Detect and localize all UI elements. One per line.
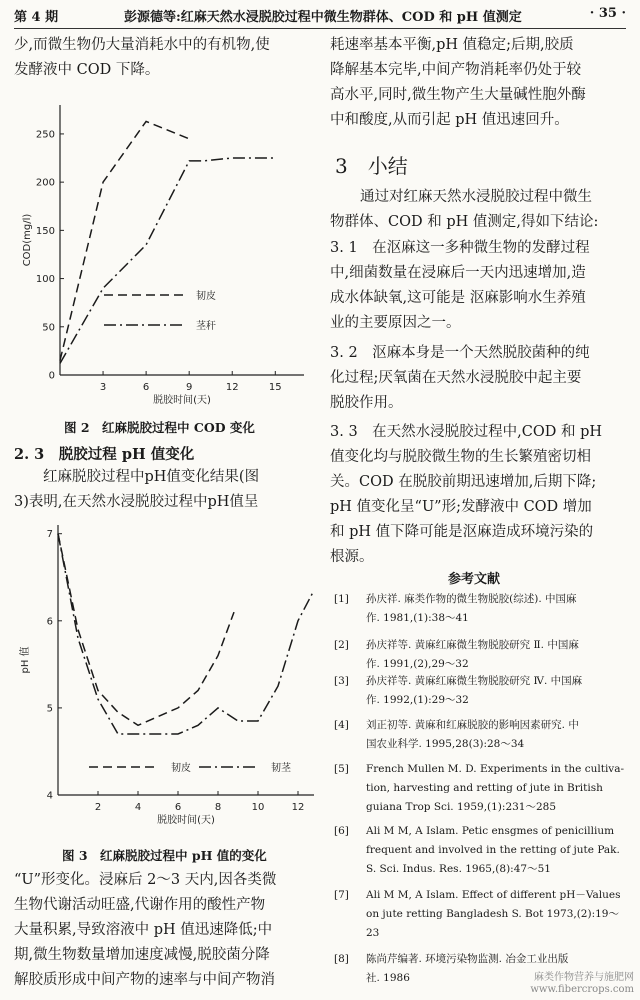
y-tick-label: 0 <box>48 370 55 382</box>
x-tick-label: 6 <box>174 802 182 813</box>
y-tick-label: 50 <box>42 322 55 334</box>
x-tick-label: 6 <box>142 382 150 393</box>
series-line-2 <box>60 158 275 363</box>
legend-label: 韧皮 <box>171 763 191 774</box>
y-tick-label: 4 <box>46 790 53 802</box>
fig3-caption: 图 3 红麻脱胶过程中 pH 值的变化 <box>62 848 267 863</box>
legend-label: 茎秆 <box>196 321 216 332</box>
left-para-3: “U”形变化。浸麻后 2～3 天内,因各类微 生物代谢活动旺盛,代谢作用的酸性产物 大量积累,导致溶液中 pH 值迅速降低;中 期,微生物数量增加速度减慢,脱胶菌分降 解胶质形成中间产物的速率与中间产物消 <box>14 872 277 988</box>
y-tick-label: 7 <box>46 529 53 541</box>
section-2-3-heading: 2. 3 脱胶过程 pH 值变化 <box>14 446 195 463</box>
conclusion-3-1: 3. 1 在沤麻这一多种微生物的发酵过程 中,细菌数量在浸麻后一天内迅速增加,造 成水体缺氧,这可能是 沤麻影响水生养殖 业的主要原因之一。 <box>330 240 590 331</box>
references-heading: 参考文献 <box>448 572 501 587</box>
x-axis-label: 脱胶时间(天) <box>153 395 211 406</box>
series-line-1 <box>60 121 189 360</box>
x-tick-label: 10 <box>251 802 265 813</box>
legend-label: 韧皮 <box>196 291 216 302</box>
fig2-caption: 图 2 红麻脱胶过程中 COD 变化 <box>64 420 255 435</box>
x-tick-label: 12 <box>225 382 239 393</box>
y-tick-label: 250 <box>35 129 55 141</box>
running-header <box>14 6 626 28</box>
x-axis-label: 脱胶时间(天) <box>157 815 215 826</box>
x-tick-label: 12 <box>291 802 305 813</box>
x-tick-label: 9 <box>185 382 193 393</box>
series-line-2 <box>58 534 314 734</box>
x-tick-label: 2 <box>94 802 102 813</box>
legend-label: 韧茎 <box>271 763 291 774</box>
y-tick-label: 200 <box>35 177 55 189</box>
left-para-1: 少,而微生物仍大量消耗水中的有机物,使 发酵液中 COD 下降。 <box>14 37 270 78</box>
y-axis-label: COD(mg/l) <box>22 213 33 267</box>
conclusion-3-2: 3. 2 沤麻本身是一个天然脱胶菌种的纯 化过程;厌氧菌在天然水浸脱胶中起主要 脱胶作用。 <box>330 345 590 411</box>
y-tick-label: 100 <box>35 274 55 286</box>
header-rule <box>14 28 626 29</box>
ph-chart <box>14 515 320 840</box>
x-tick-label: 15 <box>268 382 282 393</box>
left-para-2: 红麻脱胶过程中pH值变化结果(图 3)表明,在天然水浸脱胶过程中pH值呈 <box>14 469 260 510</box>
y-axis-label: pH 值 <box>20 646 31 674</box>
series-line-1 <box>58 534 234 726</box>
x-tick-label: 8 <box>214 802 222 813</box>
x-tick-label: 4 <box>134 802 142 813</box>
running-title: 彭源德等:红麻天然水浸脱胶过程中微生物群体、COD 和 pH 值测定 <box>124 10 522 25</box>
conclusion-3-3: 3. 3 在天然水浸脱胶过程中,COD 和 pH 值变化均与脱胶微生物的生长繁殖密切相 关。COD 在脱胶前期迅速增加,后期下降; pH 值变化呈“U”形;发酵液中 COD 增加 和 pH 值下降可能是沤麻造成环境污染的 根源。 <box>330 424 603 565</box>
right-para-1: 耗速率基本平衡,pH 值稳定;后期,胶质 降解基本完毕,中间产物消耗率仍处于较 高水平,同时,微生物产生大量碱性胞外酶 中和酸度,从而引起 pH 值迅速回升。 <box>330 37 586 128</box>
x-tick-label: 3 <box>99 382 107 393</box>
summary-intro: 通过对红麻天然水浸脱胶过程中微生 物群体、COD 和 pH 值测定,得如下结论: <box>330 189 599 230</box>
issue-number: 第 4 期 <box>14 10 59 25</box>
y-tick-label: 6 <box>46 616 53 628</box>
page-number: · 35 · <box>589 6 626 21</box>
y-tick-label: 150 <box>35 225 55 237</box>
watermark: 麻类作物营养与施肥网 www.fibercrops.com <box>530 972 634 995</box>
y-tick-label: 5 <box>46 703 53 715</box>
section-3-heading: 3 小结 <box>335 154 408 178</box>
cod-chart <box>14 95 314 415</box>
